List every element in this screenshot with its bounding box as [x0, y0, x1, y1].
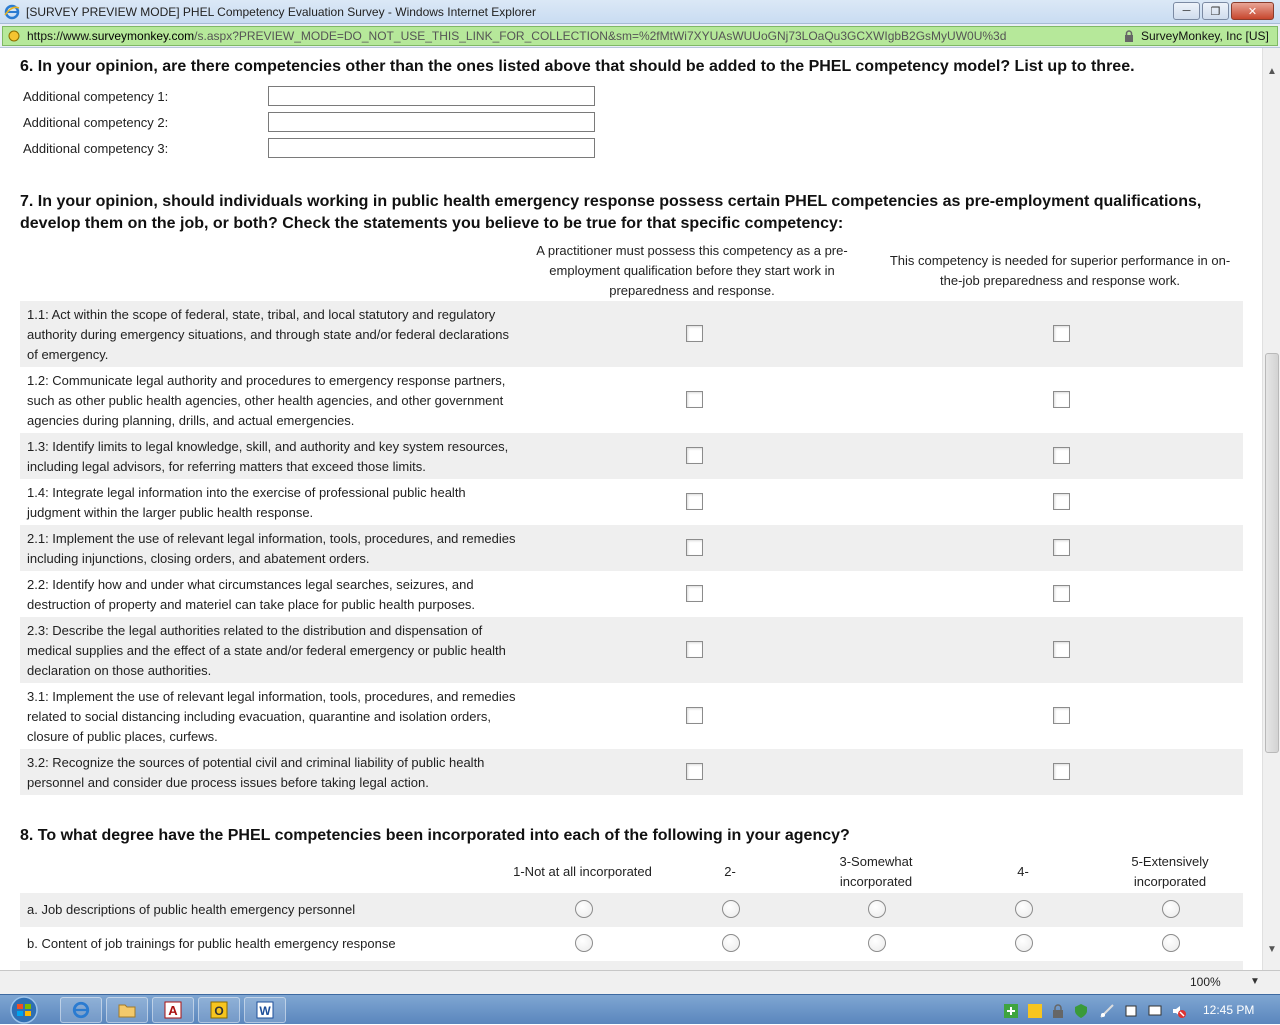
- rating-radio-1[interactable]: [575, 900, 593, 918]
- table-row: [20, 525, 1243, 571]
- q7-title-line1: 7. In your opinion, should individuals working in public health emergency response possess certain PHEL competencies as pre-employment qualifications,: [20, 193, 1202, 210]
- competency-text: 3.2: Recognize the sources of potential civil and criminal liability of public health personnel and consider due process issues before taking legal action.: [27, 755, 485, 790]
- q6-field-label: Additional competency 2:: [23, 115, 169, 130]
- rating-item-text: b. Content of job trainings for public health emergency response: [27, 936, 396, 951]
- q8-scale-header-5: 5-Extensively incorporated: [1131, 854, 1209, 889]
- on-the-job-checkbox[interactable]: [1053, 707, 1070, 724]
- table-row: [20, 301, 1243, 367]
- rating-radio-5[interactable]: [1162, 900, 1180, 918]
- lock-icon[interactable]: [1123, 30, 1135, 42]
- q8-scale-header-1: 1-Not at all incorporated: [513, 864, 652, 879]
- table-row: [20, 571, 1243, 617]
- rating-radio-1[interactable]: [575, 934, 593, 952]
- window-title-bar: [0, 0, 1280, 24]
- rating-radio-2[interactable]: [722, 934, 740, 952]
- competency-text: 2.3: Describe the legal authorities related to the distribution and dispensation of medical supplies and the effect of a state and/or federal emergency or public health declaration on those authorities.: [27, 623, 506, 678]
- table-row: [20, 367, 1243, 433]
- competency-text: 2.2: Identify how and under what circumstances legal searches, seizures, and destruction of property and materiel can take place for public health purposes.: [27, 577, 476, 612]
- competency-text: 1.2: Communicate legal authority and procedures to emergency response partners, such as other public health agencies, other health agencies, and other government agencies during planning, drills, and actual emergencies.: [27, 373, 506, 428]
- table-row: [20, 893, 1243, 927]
- q8-scale-header-4: 4-: [1017, 864, 1029, 879]
- competency-text: 2.1: Implement the use of relevant legal information, tools, procedures, and remedies including injunctions, closing orders, and abatement orders.: [27, 531, 516, 566]
- on-the-job-checkbox[interactable]: [1053, 325, 1070, 342]
- status-bar: [0, 970, 1280, 994]
- outlook-icon: [210, 1001, 228, 1019]
- competency-text: 3.1: Implement the use of relevant legal information, tools, procedures, and remedies related to social distancing including evacuation, quarantine and isolation orders, closure of public places, curfews.: [27, 689, 516, 744]
- url-domain: surveymonkey.com: [91, 29, 195, 43]
- q7-column-header-pre-employment: A practitioner must possess this competency as a pre-employment qualification before they start work in preparedness and response.: [536, 243, 848, 298]
- lock-tray-icon[interactable]: [1050, 1003, 1066, 1019]
- taskbar-access-button[interactable]: [152, 997, 194, 1023]
- url-field[interactable]: [2, 26, 1278, 46]
- rating-radio-3[interactable]: [868, 934, 886, 952]
- svg-text:A: A: [168, 1003, 178, 1018]
- on-the-job-checkbox[interactable]: [1053, 585, 1070, 602]
- connection-icon[interactable]: [1099, 1003, 1115, 1019]
- rating-radio-4[interactable]: [1015, 900, 1033, 918]
- q7-title-line2: develop them on the job, or both? Check the statements you believe to be true for that specific competency:: [20, 215, 844, 232]
- network-add-icon[interactable]: [1003, 1003, 1019, 1019]
- q8-title: 8. To what degree have the PHEL competencies been incorporated into each of the following in your agency?: [20, 827, 850, 844]
- additional-competency-1-input[interactable]: [268, 86, 595, 106]
- taskbar-ie-button[interactable]: [60, 997, 102, 1023]
- certificate-label[interactable]: SurveyMonkey, Inc [US]: [1141, 29, 1269, 43]
- start-button-icon[interactable]: [4, 995, 44, 1025]
- q7-column-header-on-the-job: This competency is needed for superior performance in on-the-job preparedness and response work.: [889, 253, 1231, 288]
- zoom-level[interactable]: 100%: [1190, 975, 1221, 989]
- pre-employment-checkbox[interactable]: [686, 763, 703, 780]
- table-row: [20, 479, 1243, 525]
- url-path: /s.aspx?PREVIEW_MODE=DO_NOT_USE_THIS_LINK_FOR_COLLECTION&sm=%2fMtWi7XYUAsWUUoGNj73LOaQu3GCXWIgbB2GsMyUW0U%3d: [194, 29, 1007, 43]
- address-bar: [0, 24, 1280, 48]
- chevron-down-icon[interactable]: ▼: [1250, 976, 1260, 987]
- svg-text:W: W: [259, 1004, 271, 1018]
- additional-competency-2-input[interactable]: [268, 112, 595, 132]
- outlook-tray-icon[interactable]: [1027, 1003, 1043, 1019]
- on-the-job-checkbox[interactable]: [1053, 391, 1070, 408]
- pre-employment-checkbox[interactable]: [686, 447, 703, 464]
- q6-field-label: Additional competency 3:: [23, 141, 169, 156]
- pre-employment-checkbox[interactable]: [686, 585, 703, 602]
- volume-muted-icon[interactable]: [1171, 1003, 1187, 1019]
- q8-scale-header-3: 3-Somewhat incorporated: [839, 854, 913, 889]
- pre-employment-checkbox[interactable]: [686, 325, 703, 342]
- table-row: [20, 961, 1243, 970]
- display-icon[interactable]: [1147, 1003, 1163, 1019]
- taskbar-word-button[interactable]: [244, 997, 286, 1023]
- minimize-button[interactable]: ─: [1173, 2, 1200, 20]
- taskbar-clock[interactable]: 12:45 PM: [1203, 1003, 1255, 1017]
- ie-icon: [4, 4, 20, 20]
- table-row: [20, 927, 1243, 961]
- page-icon: [7, 29, 21, 43]
- on-the-job-checkbox[interactable]: [1053, 763, 1070, 780]
- pre-employment-checkbox[interactable]: [686, 539, 703, 556]
- url-text: [27, 29, 1107, 43]
- on-the-job-checkbox[interactable]: [1053, 493, 1070, 510]
- scrollbar-thumb[interactable]: [1265, 353, 1279, 753]
- folder-icon: [118, 1002, 136, 1018]
- access-icon: [164, 1001, 182, 1019]
- on-the-job-checkbox[interactable]: [1053, 539, 1070, 556]
- table-row: [20, 749, 1243, 795]
- rating-radio-4[interactable]: [1015, 934, 1033, 952]
- word-icon: [256, 1001, 274, 1019]
- rating-radio-2[interactable]: [722, 900, 740, 918]
- on-the-job-checkbox[interactable]: [1053, 447, 1070, 464]
- pre-employment-checkbox[interactable]: [686, 641, 703, 658]
- device-icon[interactable]: [1123, 1003, 1139, 1019]
- q8-scale-header-2: 2-: [724, 864, 736, 879]
- url-scheme: https://www.: [27, 29, 92, 43]
- maximize-button[interactable]: ❐: [1202, 2, 1229, 20]
- rating-item-text: a. Job descriptions of public health emergency personnel: [27, 902, 356, 917]
- scroll-up-icon[interactable]: ▲: [1267, 65, 1277, 77]
- q6-title: 6. In your opinion, are there competencies other than the ones listed above that should be added to the PHEL competency model? List up to three.: [20, 58, 1135, 75]
- additional-competency-3-input[interactable]: [268, 138, 595, 158]
- taskbar: [0, 994, 1280, 1024]
- pre-employment-checkbox[interactable]: [686, 493, 703, 510]
- competency-text: 1.4: Integrate legal information into the exercise of professional public health judgment within the larger public health response.: [27, 485, 466, 520]
- close-button[interactable]: ✕: [1231, 2, 1274, 20]
- on-the-job-checkbox[interactable]: [1053, 641, 1070, 658]
- security-shield-icon[interactable]: [1073, 1003, 1089, 1019]
- competency-text: 1.1: Act within the scope of federal, state, tribal, and local statutory and regulatory authority during emergency situations, and through state and/or federal declarations of emergency.: [27, 307, 510, 362]
- vertical-scrollbar[interactable]: [1262, 48, 1280, 970]
- taskbar-explorer-button[interactable]: [106, 997, 148, 1023]
- ie-icon: [72, 1001, 90, 1019]
- scroll-down-icon[interactable]: ▼: [1267, 943, 1277, 955]
- table-row: [20, 683, 1243, 749]
- taskbar-outlook-button[interactable]: [198, 997, 240, 1023]
- page-content: [0, 48, 1262, 970]
- svg-text:O: O: [214, 1004, 224, 1018]
- table-row: [20, 617, 1243, 683]
- rating-radio-3[interactable]: [868, 900, 886, 918]
- rating-radio-5[interactable]: [1162, 934, 1180, 952]
- pre-employment-checkbox[interactable]: [686, 707, 703, 724]
- pre-employment-checkbox[interactable]: [686, 391, 703, 408]
- table-row: [20, 433, 1243, 479]
- competency-text: 1.3: Identify limits to legal knowledge, skill, and authority and key system resources, including legal advisors, for referring matters that exceed those limits.: [27, 439, 509, 474]
- q6-field-label: Additional competency 1:: [23, 89, 169, 104]
- window-title: [SURVEY PREVIEW MODE] PHEL Competency Evaluation Survey - Windows Internet Explorer: [26, 4, 536, 19]
